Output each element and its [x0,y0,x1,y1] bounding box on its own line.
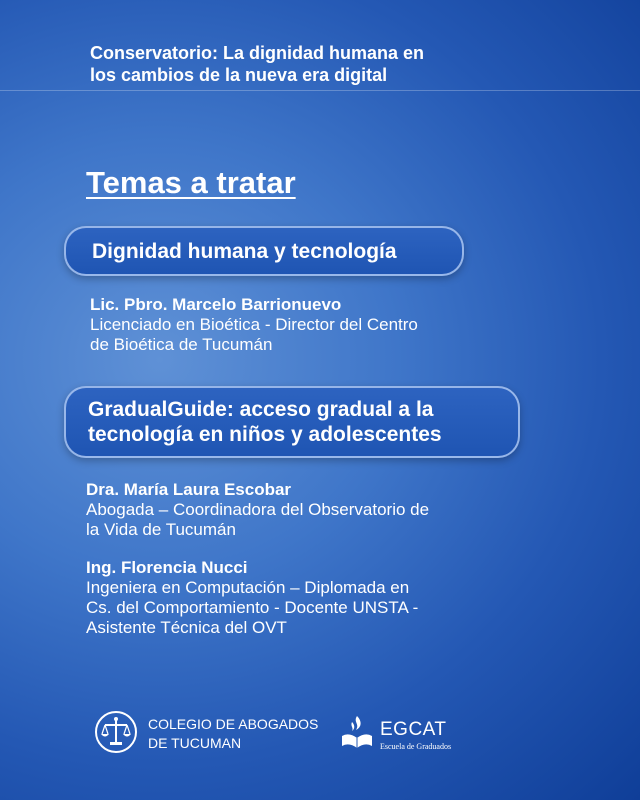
topic-title-2-line2: tecnología en niños y adolescentes [88,423,442,446]
speaker-block-1 [90,295,510,355]
colegio-abogados-logo-text [148,715,328,753]
speaker-block-3 [86,558,516,638]
speaker-description-line: Ingeniera en Computación – Diplomada en [86,578,410,597]
speaker-description-line: Cs. del Comportamiento - Docente UNSTA - [86,598,419,617]
scales-of-justice-icon [94,710,138,754]
header-title-line1: Conservatorio: La dignidad humana en [90,43,425,63]
topic-pill-1 [64,226,464,276]
speaker-name: Ing. Florencia Nucci [86,558,248,577]
speaker-description-line: de Bioética de Tucumán [90,335,273,354]
speaker-name: Dra. María Laura Escobar [86,480,292,499]
footer-logos [0,700,640,770]
speaker-description-line: Abogada – Coordinadora del Observatorio de [86,500,430,519]
open-book-flame-icon [340,712,374,752]
logo1-line2: DE TUCUMAN [148,735,242,751]
speaker-description-line: la Vida de Tucumán [86,520,236,539]
topic-pill-2 [64,386,520,458]
speaker-description-line: Asistente Técnica del OVT [86,618,287,637]
header-title-line2: los cambios de la nueva era digital [90,65,388,85]
egcat-logo-subtitle: Escuela de Graduados [380,742,452,751]
egcat-logo-title: EGCAT [380,719,447,740]
section-heading: Temas a tratar [86,165,296,200]
topic-title-2-line1: GradualGuide: acceso gradual a la [88,398,434,421]
header-title [90,42,510,86]
logo1-line1: COLEGIO DE ABOGADOS [148,716,319,732]
speaker-name: Lic. Pbro. Marcelo Barrionuevo [90,295,342,314]
topic-title-1: Dignidad humana y tecnología [92,239,397,263]
speaker-block-2 [86,480,516,540]
speaker-description-line: Licenciado en Bioética - Director del Centro [90,315,418,334]
header-divider [0,90,640,91]
